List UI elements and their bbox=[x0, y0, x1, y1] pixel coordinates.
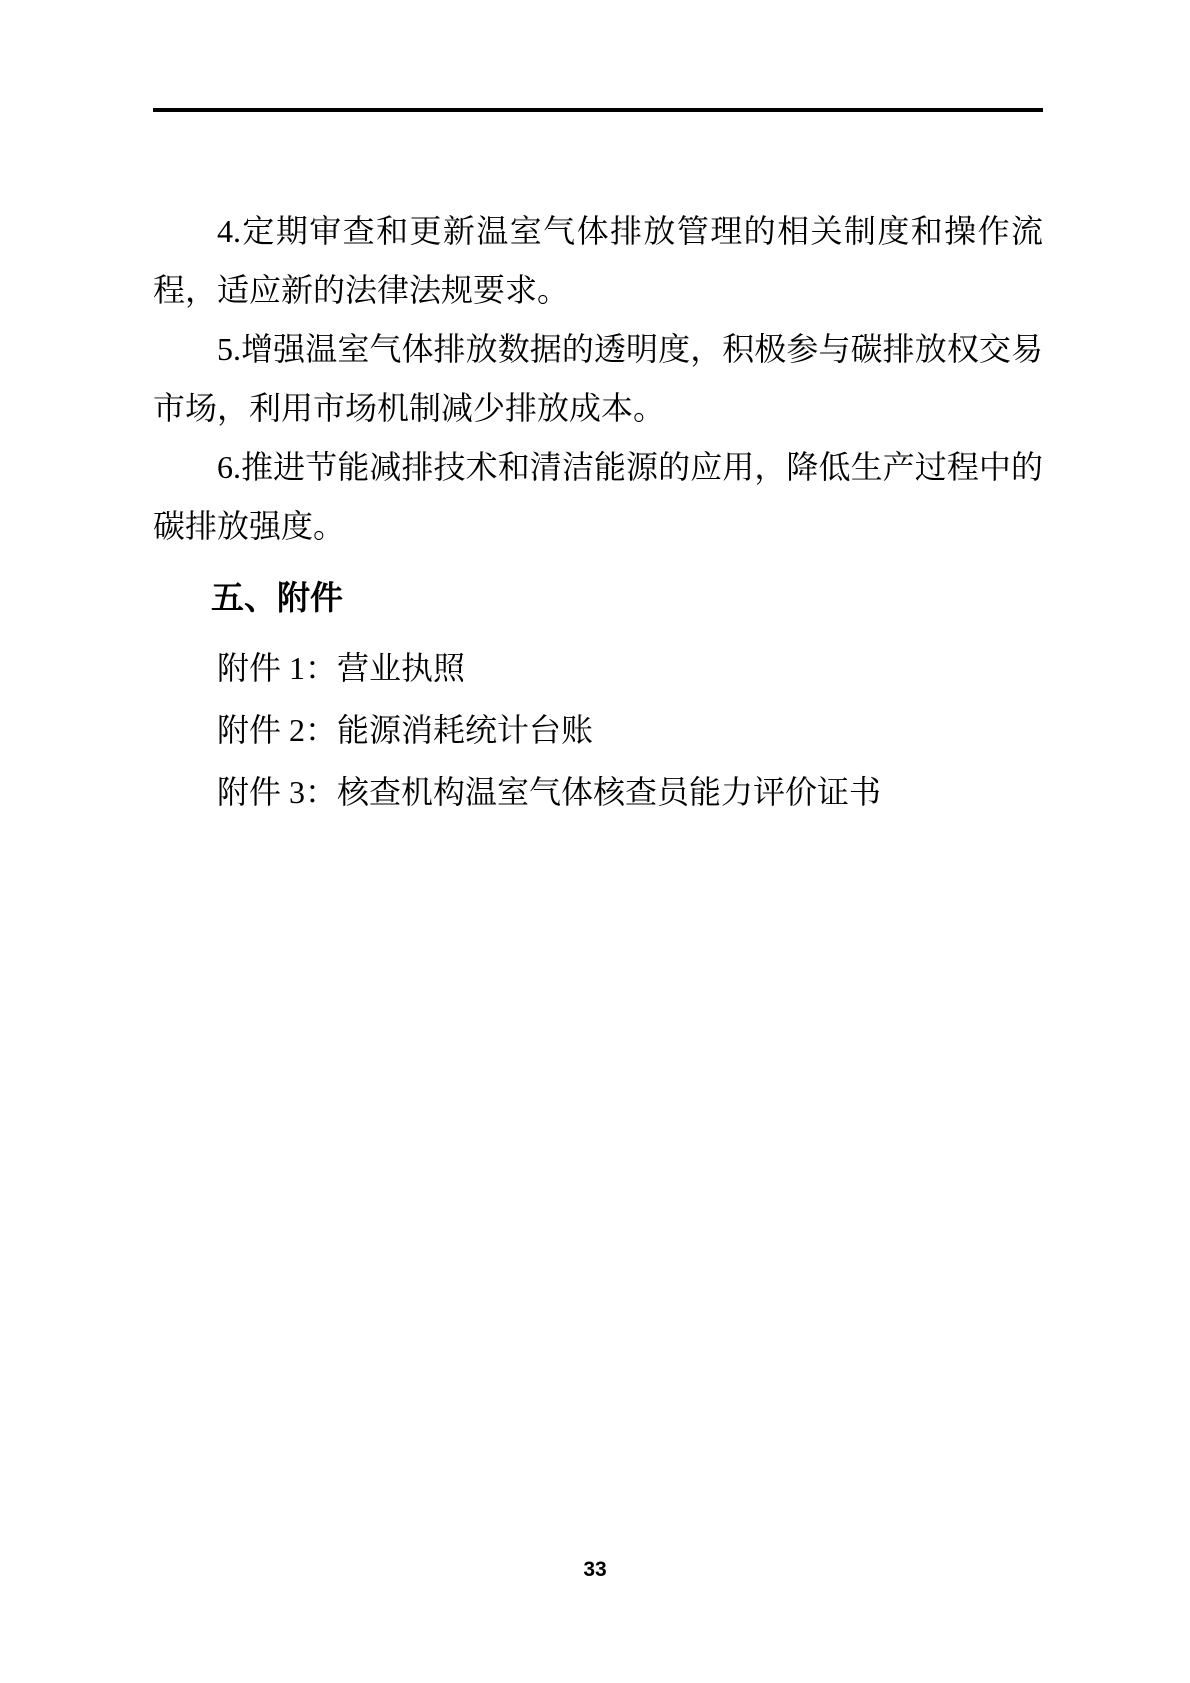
document-body bbox=[153, 202, 1043, 823]
paragraph-6-line-2: 碳排放强度。 bbox=[153, 508, 346, 544]
attachment-item-2: 附件 2：能源消耗统计台账 bbox=[217, 712, 594, 748]
section-heading: 五、附件 bbox=[211, 581, 343, 617]
attachment-list bbox=[153, 637, 1043, 823]
paragraph-6 bbox=[153, 438, 1043, 556]
paragraph-4-line-1: 4.定期审查和更新温室气体排放管理的相关制度和操作流 bbox=[217, 213, 1043, 249]
header-rule bbox=[153, 108, 1043, 112]
paragraph-4 bbox=[153, 202, 1043, 320]
paragraph-6-line-1: 6.推进节能减排技术和清洁能源的应用，降低生产过程中的 bbox=[217, 449, 1043, 485]
attachment-item-1: 附件 1：营业执照 bbox=[217, 650, 466, 686]
page-number: 33 bbox=[583, 1558, 607, 1581]
attachment-item-3: 附件 3：核查机构温室气体核查员能力评价证书 bbox=[217, 774, 882, 810]
paragraph-4-line-2: 程，适应新的法律法规要求。 bbox=[153, 272, 570, 308]
paragraph-5 bbox=[153, 320, 1043, 438]
paragraph-5-line-1: 5.增强温室气体排放数据的透明度，积极参与碳排放权交易 bbox=[217, 331, 1043, 367]
paragraph-5-line-2: 市场，利用市场机制减少排放成本。 bbox=[153, 390, 666, 426]
